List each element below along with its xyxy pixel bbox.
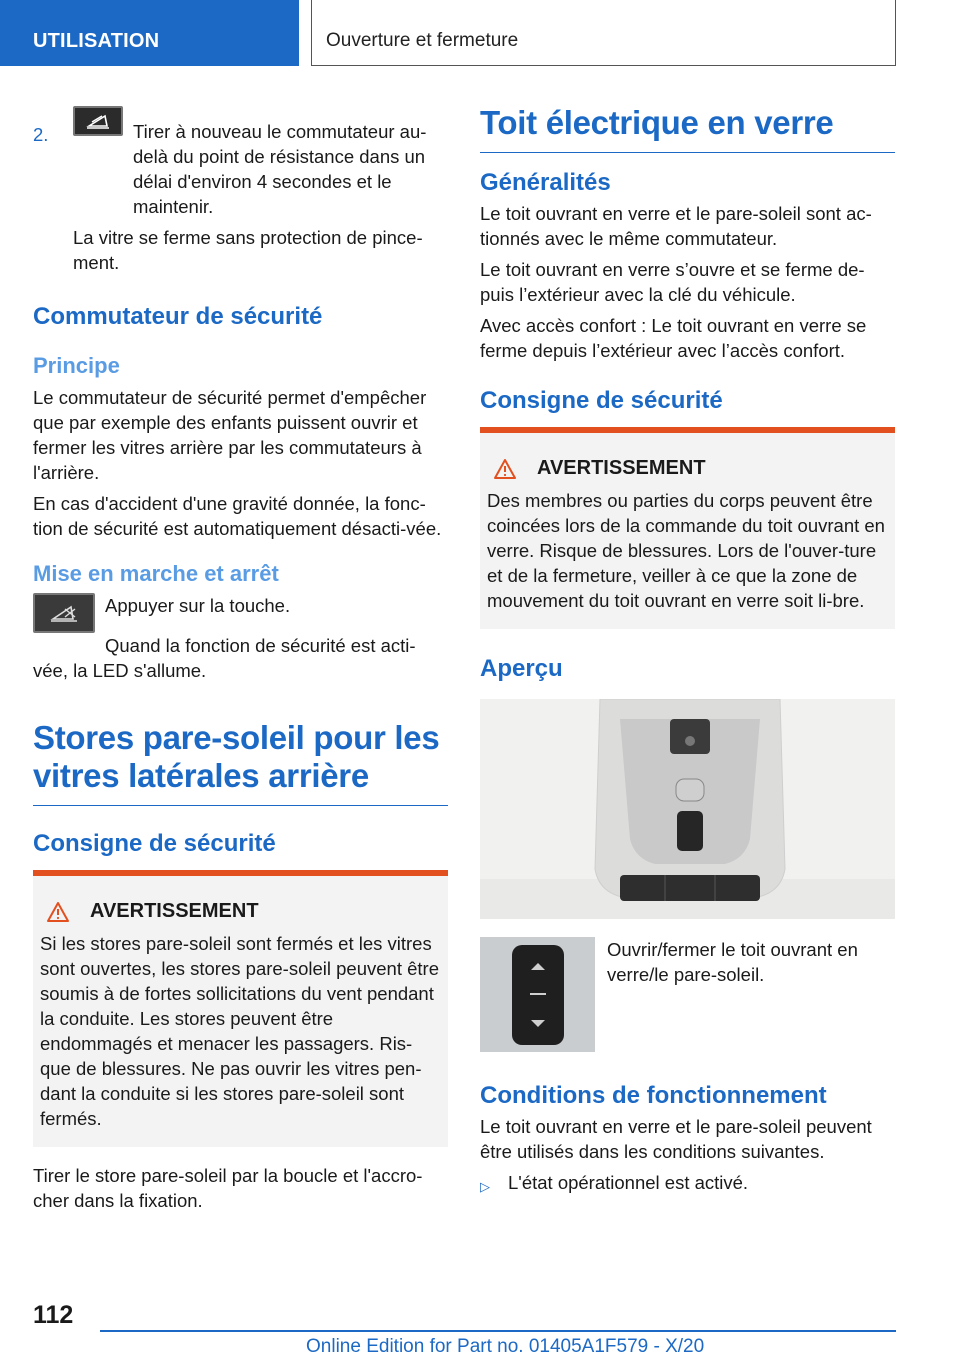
warning-box-roof [480, 427, 895, 629]
heading-conditions: Conditions de fonctionnement [480, 1082, 827, 1109]
warning-text: Si les stores pare-soleil sont fermés et les vitres sont ouvertes, les stores pare-soleil peuvent être soumis à de fortes sollicitations du vent pendant la conduite. Les stores peuvent être endommagés et menacer les passagers. Ris-que de blessures. Ne pas ouvrir les vitres pen-dant la conduite si les stores pare-soleil sont fermés. [40, 933, 439, 1129]
step-text: Tirer à nouveau le commutateur au-delà du point de résistance dans un délai d'environ 4 secondes et le maintenir. [133, 121, 427, 217]
principle-paragraph-2: En cas d'accident d'une gravité donnée, la fonc-tion de sécurité est automatiquement désacti-vée. [33, 493, 442, 539]
heading-security-switch: Commutateur de sécurité [33, 303, 323, 330]
blinds-paragraph: Tirer le store pare-soleil par la boucle et l'accro-cher dans la fixation. [33, 1165, 423, 1211]
principle-paragraph-1: Le commutateur de sécurité permet d'empêcher que par exemple des enfants puissent ouvrir et fermer les vitres arrière par les commutateurs à l'arrière. [33, 387, 427, 483]
conditions-paragraph: Le toit ouvrant en verre et le pare-soleil peuvent être utilisés dans les conditions suivantes. [480, 1116, 872, 1162]
heading-blinds: Stores pare-soleil pour les vitres latérales arrière [33, 719, 448, 806]
warning-text: Des membres ou parties du corps peuvent être coincées lors de la commande du toit ouvrant en verre. Risque de blessures. Lors de l'ouver-ture et de la fermeture, veiller à ce que la zone de mouvement du toit ouvrant en verre soit li-bre. [487, 490, 885, 611]
on-off-paragraph-1: Appuyer sur la touche. [105, 595, 291, 616]
general-paragraph-3: Avec accès confort : Le toit ouvrant en verre se ferme depuis l’extérieur avec l’accès confort. [480, 315, 867, 361]
list-item [480, 1170, 895, 1199]
roof-switch-photo [480, 937, 595, 1052]
warning-triangle-icon [493, 458, 517, 480]
edition-note: Online Edition for Part no. 01405A1F579 - X/20 [306, 1336, 705, 1357]
warning-title-text: AVERTISSEMENT [537, 457, 706, 479]
warning-title-text: AVERTISSEMENT [90, 900, 259, 922]
overhead-console-photo [480, 699, 895, 919]
step-2 [33, 100, 448, 275]
roof-control-item [480, 937, 895, 1052]
warning-title [487, 457, 889, 480]
heading-on-off: Mise en marche et arrêt [33, 561, 279, 586]
heading-general: Généralités [480, 169, 611, 196]
warning-triangle-icon [46, 901, 70, 923]
topic-tab: Ouverture et fermeture [311, 0, 896, 66]
step-result: La vitre se ferme sans protection de pince-ment. [73, 227, 423, 273]
heading-glass-roof: Toit électrique en verre [480, 104, 895, 153]
window-switch-pull-icon [73, 106, 123, 136]
left-column [33, 100, 448, 1219]
right-column [480, 104, 895, 1199]
page-header [0, 0, 960, 66]
heading-overview: Aperçu [480, 655, 563, 682]
warning-title [40, 900, 442, 923]
footer-divider [100, 1330, 896, 1332]
warning-box-blinds [33, 870, 448, 1147]
roof-control-caption: Ouvrir/fermer le toit ouvrant en verre/le pare-soleil. [607, 939, 858, 985]
heading-safety-notice-right: Consigne de sécurité [480, 387, 723, 414]
section-tab: UTILISATION [0, 0, 299, 66]
bullet-triangle-icon: ▷ [480, 1179, 490, 1194]
heading-safety-notice-left: Consigne de sécurité [33, 830, 276, 857]
safety-switch-button-icon [33, 593, 95, 633]
general-paragraph-1: Le toit ouvrant en verre et le pare-soleil sont ac-tionnés avec le même commutateur. [480, 203, 872, 249]
on-off-paragraph-2: Quand la fonction de sécurité est acti-vée, la LED s'allume. [33, 635, 416, 681]
page-number: 112 [33, 1301, 74, 1329]
general-paragraph-2: Le toit ouvrant en verre s’ouvre et se ferme de-puis l’extérieur avec la clé du véhicule. [480, 259, 865, 305]
step-number: 2. [33, 124, 49, 145]
heading-principle: Principe [33, 353, 120, 378]
list-item-text: L'état opérationnel est activé. [508, 1172, 749, 1193]
